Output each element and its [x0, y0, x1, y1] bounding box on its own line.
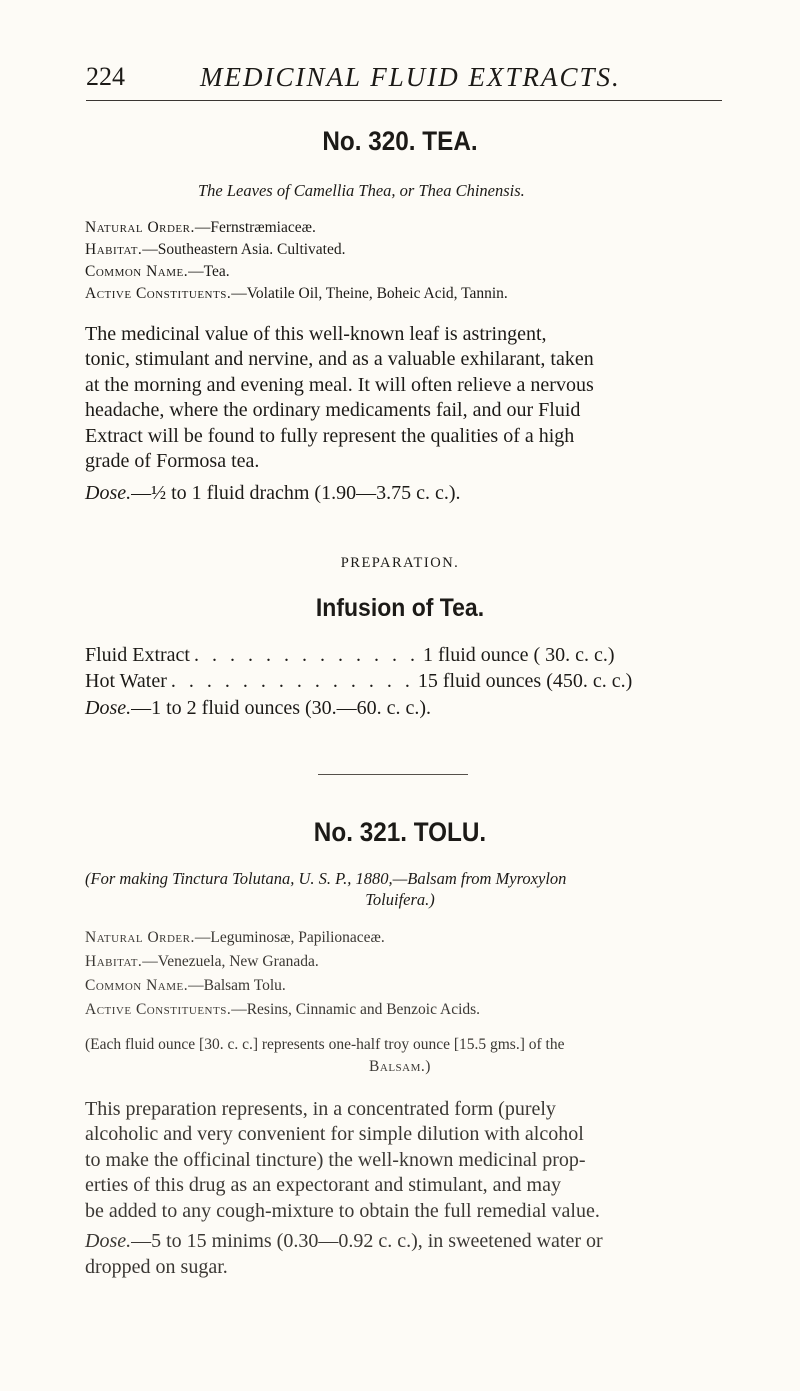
description-line: The medicinal value of this well-known leaf is astringent,	[85, 323, 547, 345]
constituents-label: Active Constituents.	[85, 1001, 232, 1018]
description-line: erties of this drug as an expectorant and stimulant, and may	[85, 1174, 561, 1197]
constituents-tolu	[85, 1001, 480, 1019]
habitat-value: —Southeastern Asia. Cultivated.	[142, 241, 346, 258]
description-line: grade of Formosa tea.	[85, 450, 260, 473]
constituents-label: Active Constituents.	[85, 285, 232, 302]
leader-dots: . . . . . . . . . . . . .	[193, 644, 419, 666]
common-name-value: —Tea.	[188, 263, 230, 280]
ingredient-quantity: 1 fluid ounce ( 30. c. c.)	[422, 644, 615, 666]
page-number: 224	[86, 62, 125, 91]
header-rule	[86, 100, 722, 101]
dose-value: —5 to 15 minims (0.30—0.92 c. c.), in sweetened water or	[131, 1230, 603, 1252]
dose-label: Dose.	[85, 1230, 132, 1252]
ingredient-name: Hot Water	[85, 670, 167, 692]
entry-subtitle-tea: The Leaves of Camellia Thea, or Thea Chinensis.	[198, 181, 525, 200]
description-tea	[85, 322, 725, 474]
natural-order-value: —Fernstræmiaceæ.	[194, 219, 316, 236]
natural-order-tea	[85, 219, 316, 237]
common-name-tea	[85, 263, 230, 281]
description-line: to make the officinal tincture) the well-known medicinal prop-	[85, 1148, 586, 1171]
dose-tolu-line2: dropped on sugar.	[85, 1256, 228, 1278]
entry-title-tea: No. 320. TEA.	[322, 126, 478, 156]
common-name-label: Common Name.	[85, 977, 189, 994]
habitat-tolu	[85, 953, 319, 971]
running-title: MEDICINAL FLUID EXTRACTS.	[200, 62, 621, 92]
dose-value: —½ to 1 fluid drachm (1.90—3.75 c. c.).	[131, 482, 461, 504]
dose-label: Dose.	[85, 697, 132, 719]
natural-order-label: Natural Order.	[85, 929, 195, 946]
preparation-heading: PREPARATION.	[340, 555, 460, 571]
constituents-value: —Volatile Oil, Theine, Boheic Acid, Tannin.	[231, 285, 508, 302]
natural-order-value: —Leguminosæ, Papilionaceæ.	[194, 929, 385, 946]
habitat-value: —Venezuela, New Granada.	[142, 953, 319, 970]
description-tolu	[85, 1097, 725, 1224]
entry-subtitle-tolu-line2: Toluifera.)	[365, 890, 435, 909]
description-line: Extract will be found to fully represent the qualities of a high	[85, 424, 575, 447]
dose-label: Dose.	[85, 482, 132, 504]
equivalence-note-line2: Balsam.)	[369, 1058, 431, 1075]
entry-subtitle-tolu-line1: (For making Tinctura Tolutana, U. S. P., 1880,—Balsam from Myroxylon	[85, 869, 567, 888]
dose-tea	[85, 482, 460, 505]
dose-value: —1 to 2 fluid ounces (30.—60. c. c.).	[131, 697, 432, 719]
dose-tolu-line1	[85, 1230, 603, 1253]
natural-order-tolu	[85, 929, 385, 947]
common-name-value: —Balsam Tolu.	[188, 977, 286, 994]
description-line: headache, where the ordinary medicaments fail, and our Fluid	[85, 399, 581, 422]
common-name-tolu	[85, 977, 286, 995]
ingredient-quantity: 15 fluid ounces (450. c. c.)	[417, 670, 633, 692]
equivalence-note-line1: (Each fluid ounce [30. c. c.] represents one-half troy ounce [15.5 gms.] of the	[85, 1036, 565, 1053]
description-line: tonic, stimulant and nervine, and as a valuable exhilarant, taken	[85, 348, 594, 371]
habitat-label: Habitat.	[85, 241, 143, 258]
habitat-tea	[85, 241, 346, 259]
constituents-value: —Resins, Cinnamic and Benzoic Acids.	[231, 1001, 481, 1018]
dose-infusion	[85, 697, 431, 720]
ingredient-row	[85, 670, 735, 693]
description-line: alcoholic and very convenient for simple dilution with alcohol	[85, 1123, 584, 1146]
recipe-title: Infusion of Tea.	[315, 594, 485, 622]
ingredient-name: Fluid Extract	[85, 644, 190, 666]
common-name-label: Common Name.	[85, 263, 189, 280]
description-line: be added to any cough-mixture to obtain the full remedial value.	[85, 1199, 600, 1222]
habitat-label: Habitat.	[85, 953, 143, 970]
leader-dots: . . . . . . . . . . . . . .	[170, 670, 414, 692]
constituents-tea	[85, 285, 508, 303]
description-line: This preparation represents, in a concentrated form (purely	[85, 1098, 556, 1120]
natural-order-label: Natural Order.	[85, 219, 195, 236]
ingredient-row	[85, 644, 735, 667]
section-separator	[318, 774, 468, 775]
description-line: at the morning and evening meal. It will often relieve a nervous	[85, 373, 594, 396]
entry-title-tolu: No. 321. TOLU.	[313, 817, 487, 847]
